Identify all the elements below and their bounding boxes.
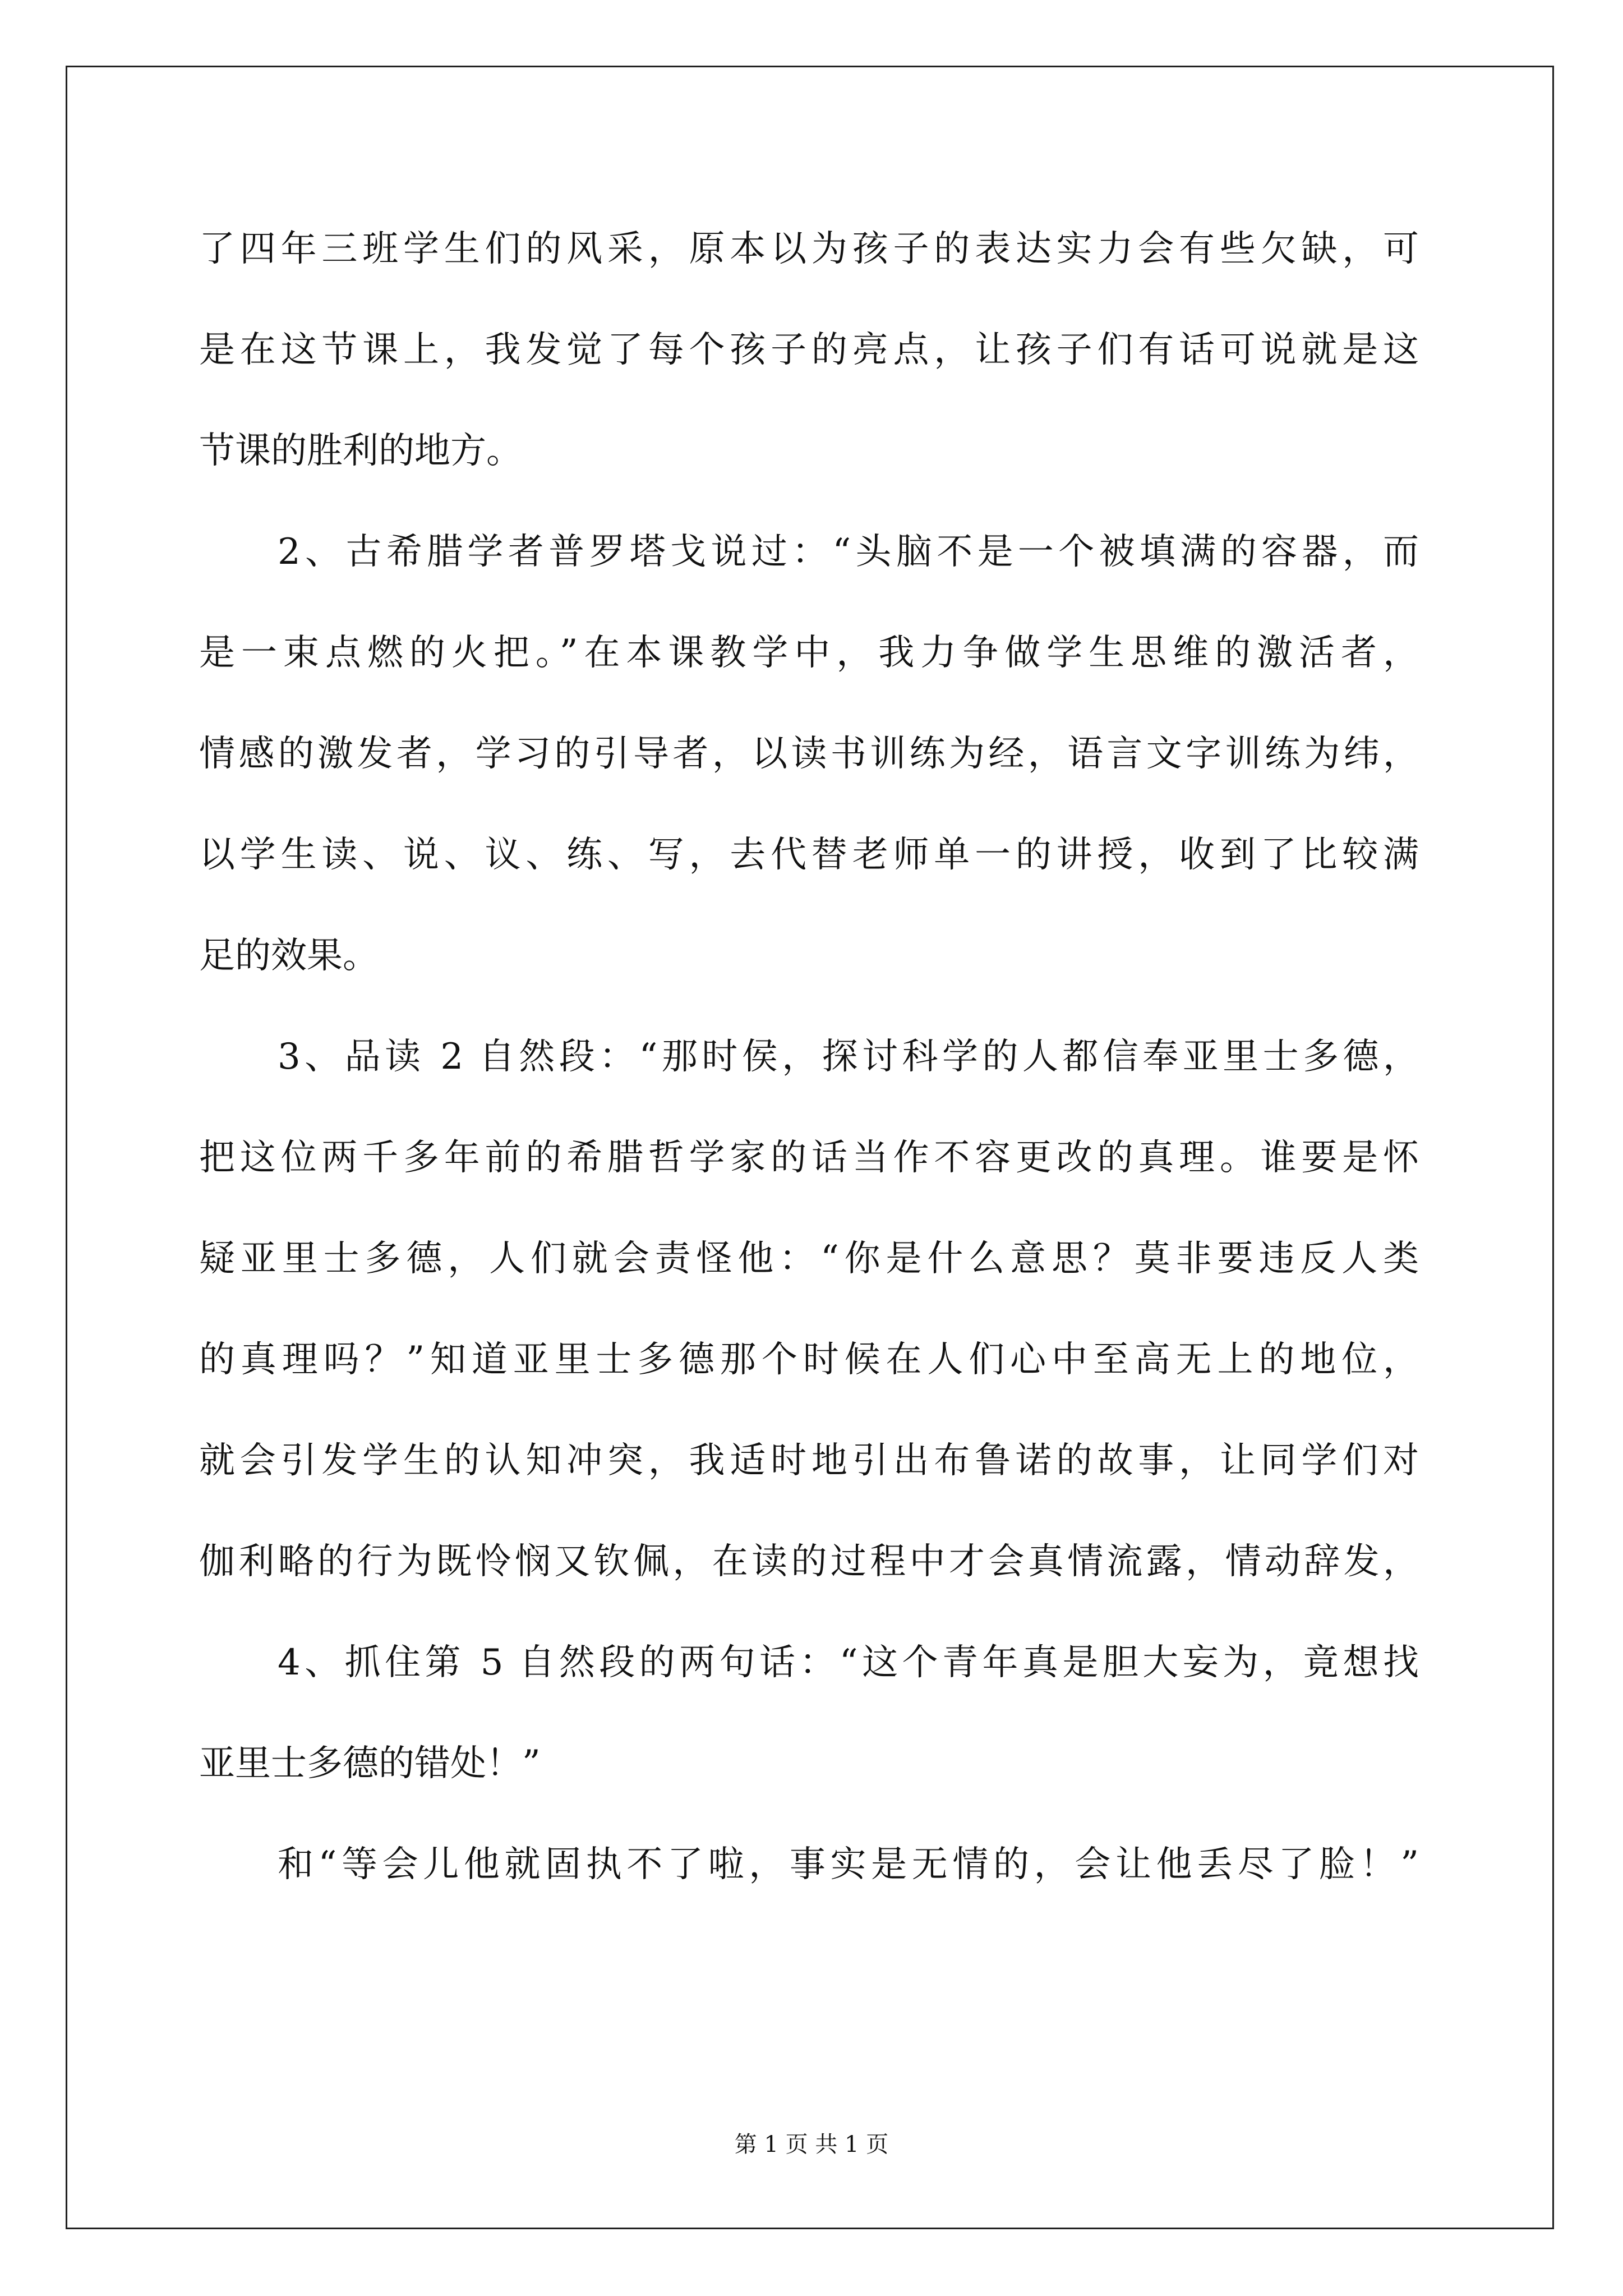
- text-line: 疑亚里士多德，人们就会责怪他：“你是什么意思？莫非要违反人类: [199, 1238, 1419, 1280]
- text-line: 的真理吗？”知道亚里士多德那个时候在人们心中至高无上的地位，: [199, 1339, 1419, 1381]
- text-line: 就会引发学生的认知冲突，我适时地引出布鲁诺的故事，让同学们对: [199, 1440, 1419, 1481]
- text-line: 亚里士多德的错处！”: [199, 1743, 541, 1784]
- paragraph-start-line: 4、抓住第 5 自然段的两句话：“这个青年真是胆大妄为，竟想找: [278, 1642, 1419, 1683]
- text-line: 了四年三班学生们的风采，原本以为孩子的表达实力会有些欠缺，可: [199, 228, 1419, 270]
- text-line: 情感的激发者，学习的引导者，以读书训练为经，语言文字训练为纬，: [199, 733, 1419, 775]
- page-number: 第 1 页 共 1 页: [734, 2132, 889, 2157]
- paragraph-start-line: 3、品读 2 自然段：“那时侯，探讨科学的人都信奉亚里士多德，: [278, 1036, 1419, 1078]
- text-line: 节课的胜利的地方。: [199, 430, 522, 472]
- text-line: 伽利略的行为既怜悯又钦佩，在读的过程中才会真情流露，情动辞发，: [199, 1541, 1419, 1582]
- text-line: 以学生读、说、议、练、写，去代替老师单一的讲授，收到了比较满: [199, 834, 1419, 876]
- text-line: 把这位两千多年前的希腊哲学家的话当作不容更改的真理。谁要是怀: [199, 1137, 1419, 1179]
- text-line: 足的效果。: [199, 935, 379, 977]
- text-line: 是一束点燃的火把。”在本课教学中，我力争做学生思维的激活者，: [199, 632, 1419, 674]
- text-line: 是在这节课上，我发觉了每个孩子的亮点，让孩子们有话可说就是这: [199, 329, 1419, 371]
- paragraph-start-line: 和“等会儿他就固执不了啦，事实是无情的，会让他丢尽了脸！”: [278, 1844, 1419, 1885]
- paragraph-start-line: 2、古希腊学者普罗塔戈说过：“头脑不是一个被填满的容器，而: [278, 531, 1419, 573]
